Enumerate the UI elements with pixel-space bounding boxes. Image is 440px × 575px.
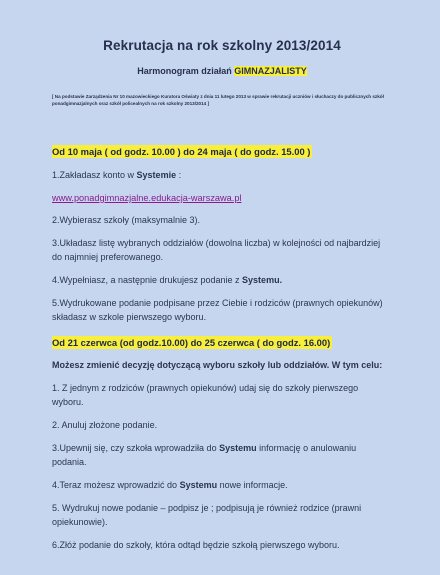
date-range-1: Od 10 maja ( od godz. 10.00 ) do 24 maja ( do godz. 15.00 ) [52,146,311,157]
page-subtitle [52,66,392,76]
step-1-create-account [52,168,392,182]
change-step-4 [52,478,392,492]
subtitle-prefix: Harmonogram działań [137,66,235,76]
change-step-5: 5. Wydrukuj nowe podanie – podpisz je ; podpisują je również rodzice (prawni opiekunowie). [52,503,362,527]
change-step-4-text: 4.Teraz możesz wprowadzić do [52,480,180,490]
date-range-2: Od 21 czerwca (od godz.10.00) do 25 czerwca ( do godz. 16.00) [52,337,331,348]
change-step-3-text: 3.Upewnij się, czy szkoła wprowadziła do [52,443,220,453]
step-4-fill-and-print [52,273,392,287]
change-step-3-bold: Systemu [219,443,257,453]
change-step-4-suffix: nowe informacje. [217,480,288,490]
change-step-4-bold: Systemu [179,480,218,490]
section-second-period [52,333,392,552]
section-first-period [52,142,392,324]
system-link[interactable]: www.ponadgimnazjalne.edukacja-warszawa.pl [52,193,242,203]
step-2-choose-schools: 2.Wybierasz szkoły (maksymalnie 3). [52,215,200,225]
subtitle-highlight: GIMNAZJALISTY [234,66,307,76]
step-3-order-list: 3.Układasz listę wybranych oddziałów (dowolna liczba) w kolejności od najbardziej do najmniej preferowanego. [52,238,381,262]
step-4-text: 4.Wypełniasz, a następnie drukujesz podanie z [52,275,243,285]
step-1-suffix: : [176,170,182,180]
legal-basis-note: [ Na podstawie Zarządzenia Nr 10 mazowieckiego Kuratora Oświaty z dnia 11 lutego 2013 w sprawie rekrutacji uczniów i słuchaczy do publicznych szkół ponadgimnazjalnych oraz szkół policealnych na rok szkolny 2013/2014 ] [52,94,384,106]
change-step-6: 6.Złóż podanie do szkoły, która odtąd będzie szkołą pierwszego wyboru. [52,540,340,550]
change-step-3-suffix: informację o anulowaniu podania. [52,443,357,467]
step-5-submit: 5.Wydrukowane podanie podpisane przez Ciebie i rodziców (prawnych opiekunów) składasz w szkole pierwszego wyboru. [52,298,383,322]
step-4-bold: Systemu. [242,275,283,285]
change-step-3 [52,441,392,469]
step-1-bold: Systemie [136,170,177,180]
change-decision-heading: Możesz zmienić decyzję dotyczącą wyboru szkoły lub oddziałów. W tym celu: [52,360,383,370]
change-step-2: 2. Anuluj złożone podanie. [52,420,158,430]
step-1-text: 1.Zakładasz konto w [52,170,137,180]
change-step-1: 1. Z jednym z rodziców (prawnych opiekunów) udaj się do szkoły pierwszego wyboru. [52,383,359,407]
page-title: Rekrutacja na rok szkolny 2013/2014 [103,38,341,53]
